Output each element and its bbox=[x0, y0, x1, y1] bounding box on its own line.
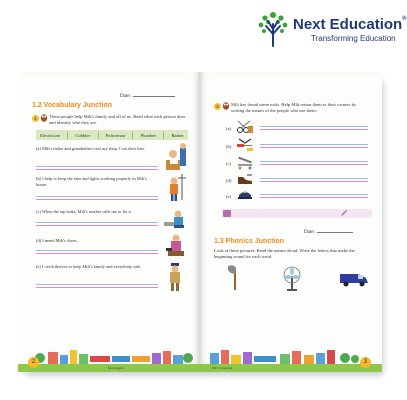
answer-lines[interactable] bbox=[260, 124, 368, 130]
scissors-comb-icon bbox=[236, 120, 254, 134]
item-sentence: I catch thieves to keep Mili's family and everybody safe. bbox=[41, 264, 142, 269]
answer-lines[interactable] bbox=[36, 164, 158, 170]
date-label: Date: bbox=[304, 230, 315, 235]
registered-mark: ® bbox=[402, 16, 407, 22]
word-plumber: Plumber bbox=[140, 132, 157, 138]
screwdriver-pliers-icon bbox=[236, 138, 254, 152]
answer-lines[interactable] bbox=[36, 194, 158, 200]
item-a-text bbox=[36, 146, 154, 152]
left-page bbox=[18, 72, 200, 372]
word-policeman: Policeman bbox=[105, 132, 125, 138]
word-divider bbox=[132, 131, 133, 139]
section-title: 1.2 Vocabulary Junction bbox=[32, 102, 113, 109]
word-box bbox=[36, 130, 188, 140]
learning-note-bar bbox=[222, 209, 372, 218]
running-title: Next English bbox=[108, 366, 124, 370]
item-sentence: I help to keep the fans and lights working properly in Mili's house. bbox=[36, 176, 147, 187]
brand-name-text: Next Education bbox=[293, 16, 403, 33]
answer-lines[interactable] bbox=[36, 248, 158, 254]
owl-icon bbox=[40, 112, 48, 122]
item-label: (a) bbox=[36, 146, 41, 151]
item-c-label: (c) bbox=[226, 161, 232, 166]
electrician-illustration bbox=[164, 172, 188, 202]
item-sentence: Mili's father and grandfather visit my shop. I cut their hair. bbox=[41, 146, 145, 151]
brand-tagline: Transforming Education bbox=[311, 34, 396, 43]
van-icon bbox=[338, 268, 370, 288]
word-barber: Barber bbox=[171, 132, 184, 138]
date-label: Date: bbox=[120, 94, 131, 99]
item-label: (c) bbox=[36, 209, 41, 214]
answer-lines[interactable] bbox=[36, 220, 158, 226]
question-number: 2 bbox=[214, 103, 221, 110]
item-b-label: (b) bbox=[226, 144, 232, 149]
page-number-badge: 3 bbox=[360, 357, 371, 368]
item-label: (b) bbox=[36, 176, 42, 181]
answer-lines[interactable] bbox=[260, 176, 368, 182]
cobbler-illustration bbox=[164, 232, 188, 258]
word-electrician: Electrician bbox=[40, 132, 60, 138]
pencil-icon bbox=[340, 209, 348, 218]
plumber-illustration bbox=[162, 206, 190, 232]
brand-name bbox=[293, 16, 407, 33]
item-label: (e) bbox=[36, 264, 41, 269]
item-b-text bbox=[36, 176, 154, 188]
answer-lines[interactable] bbox=[36, 282, 158, 288]
wrench-tools-icon bbox=[236, 156, 254, 170]
phonics-instruction: Look at these pictures. Read the names aloud. Write the letters that make the beginning sound for each word. bbox=[214, 248, 355, 259]
open-book bbox=[18, 72, 382, 372]
answer-lines[interactable] bbox=[260, 142, 368, 148]
item-a-label: (a) bbox=[226, 126, 232, 131]
fan-icon bbox=[280, 264, 304, 292]
page-number-badge: 2 bbox=[28, 357, 39, 368]
police-cap-baton-icon bbox=[236, 188, 254, 202]
policeman-illustration bbox=[164, 262, 186, 292]
date-line bbox=[317, 232, 353, 233]
brand-header bbox=[255, 8, 407, 48]
item-c-text bbox=[36, 209, 154, 215]
item-d-text bbox=[36, 238, 154, 244]
word-cobbler: Cobbler bbox=[75, 132, 91, 138]
date-field bbox=[120, 94, 175, 99]
running-title: Mili's Scrapbook bbox=[212, 366, 233, 370]
item-sentence: I mend Mili's shoes. bbox=[42, 238, 78, 243]
instruction-text: These people help Mili's family and all of us. Read what each person does and identify who they are. bbox=[49, 114, 186, 125]
item-label: (d) bbox=[36, 238, 42, 243]
instruction-text: Mili has found some tools. Help Mili return them to their owners by writing the names of the people who use them. bbox=[231, 102, 357, 113]
item-e-label: (e) bbox=[226, 194, 232, 199]
date-line bbox=[133, 96, 175, 97]
word-divider bbox=[67, 131, 68, 139]
item-d-label: (d) bbox=[226, 178, 232, 183]
owl-icon bbox=[222, 100, 230, 110]
axe-icon bbox=[224, 262, 246, 292]
answer-lines[interactable] bbox=[260, 159, 368, 165]
question-number: 1 bbox=[32, 115, 39, 122]
word-divider bbox=[163, 131, 164, 139]
word-divider bbox=[98, 131, 99, 139]
date-field bbox=[304, 230, 353, 235]
section-title: 1.3 Phonics Junction bbox=[214, 238, 285, 245]
item-e-text bbox=[36, 264, 154, 270]
answer-lines[interactable] bbox=[260, 192, 368, 198]
item-sentence: When the tap leaks, Mili's mother calls me to fix it. bbox=[41, 209, 132, 214]
shoe-icon bbox=[236, 172, 254, 186]
right-page bbox=[200, 72, 382, 372]
note-icon bbox=[223, 210, 231, 217]
barber-illustration bbox=[162, 142, 190, 172]
tree-logo-icon bbox=[255, 8, 291, 48]
